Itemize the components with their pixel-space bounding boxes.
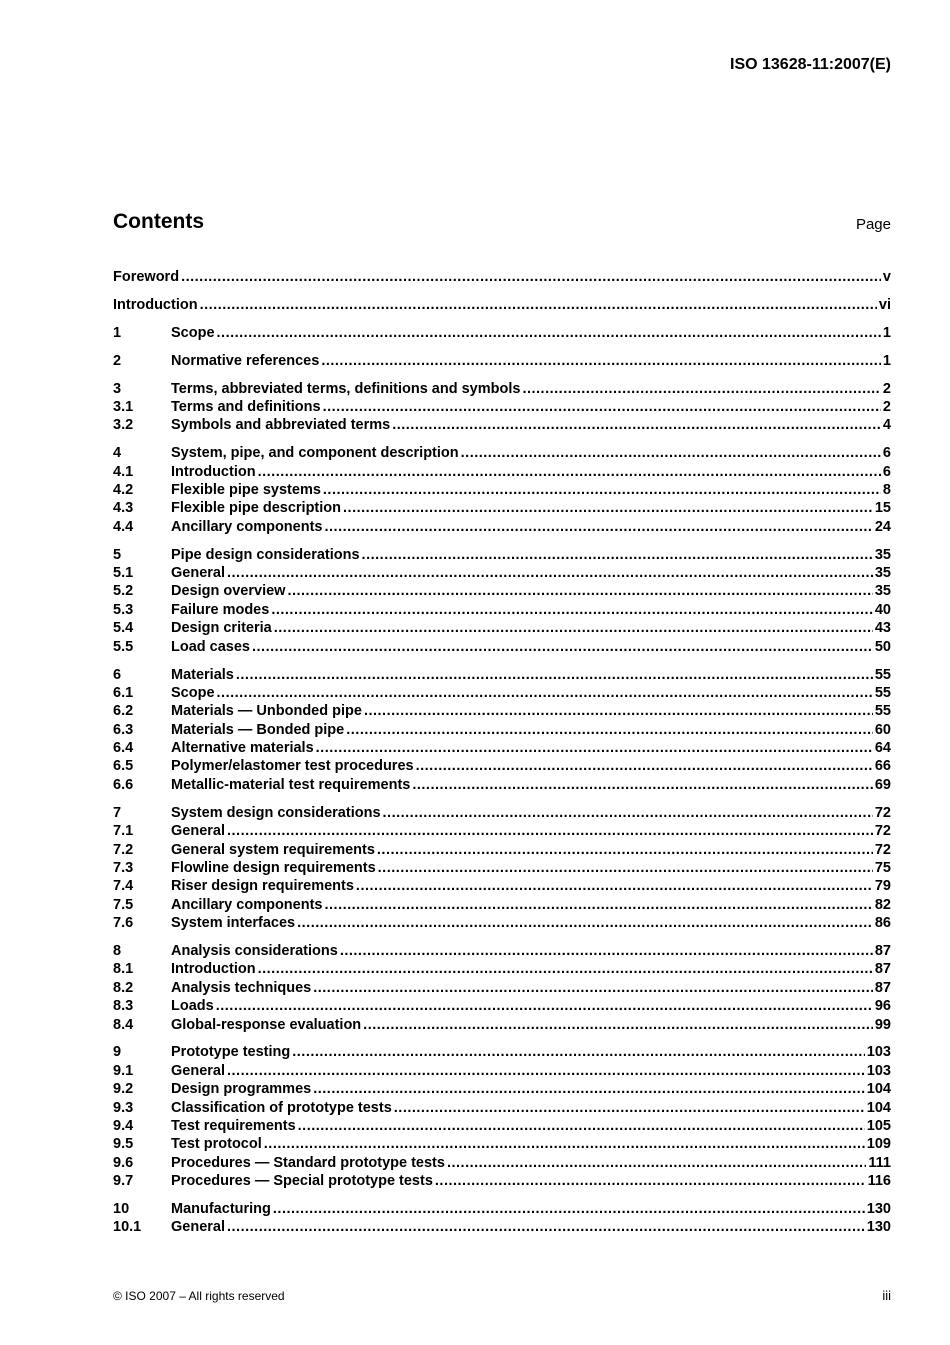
toc-entry-title: Manufacturing — [171, 1201, 271, 1218]
toc-entry-page: 104 — [866, 1099, 891, 1116]
toc-entry-page: 72 — [874, 841, 891, 858]
toc-entry-number: 5.3 — [113, 601, 134, 618]
dot-leader — [323, 482, 881, 498]
toc-entry-page: 111 — [868, 1154, 891, 1171]
toc-entry[interactable] — [113, 722, 891, 740]
dot-leader — [252, 639, 873, 655]
toc-entry-page: 6 — [882, 445, 891, 462]
toc-entry-page: 8 — [882, 482, 891, 499]
toc-entry-page: 6 — [882, 463, 891, 480]
toc-entry[interactable] — [113, 464, 891, 482]
table-of-contents — [113, 269, 891, 1238]
dot-leader — [323, 399, 881, 415]
toc-entry[interactable] — [113, 381, 891, 399]
toc-entry[interactable] — [113, 667, 891, 685]
toc-entry-number: 9.5 — [113, 1136, 134, 1153]
dot-leader — [377, 842, 873, 858]
toc-entry-number: 8 — [113, 943, 122, 959]
toc-entry-title: Analysis techniques — [171, 979, 312, 996]
toc-entry[interactable] — [113, 1118, 891, 1136]
toc-entry-page: 1 — [882, 324, 891, 341]
toc-entry-page: 105 — [866, 1118, 891, 1135]
toc-entry-number: 6.6 — [113, 776, 134, 793]
dot-leader — [264, 1136, 865, 1152]
dot-leader — [227, 1219, 865, 1235]
toc-entry-title: Ancillary components — [171, 518, 323, 535]
dot-leader — [364, 703, 873, 719]
dot-leader — [362, 547, 873, 563]
toc-entry-page: 35 — [874, 546, 891, 563]
toc-entry-page: 40 — [874, 601, 891, 618]
dot-leader — [227, 565, 873, 581]
toc-entry-title: Symbols and abbreviated terms — [171, 417, 391, 434]
toc-entry-title: Load cases — [171, 638, 250, 655]
toc-entry-number: 10.1 — [113, 1219, 142, 1236]
toc-entry-title: Alternative materials — [171, 740, 314, 757]
dot-leader — [236, 667, 873, 683]
toc-entry-title: Introduction — [171, 463, 256, 480]
toc-entry-title: Metallic-material test requirements — [171, 776, 411, 793]
toc-entry[interactable] — [113, 758, 891, 776]
toc-entry-number: 9.1 — [113, 1062, 134, 1079]
toc-entry[interactable] — [113, 1173, 891, 1191]
toc-entry-title: Foreword — [113, 269, 180, 285]
dot-leader — [313, 980, 873, 996]
toc-entry-page: 35 — [874, 583, 891, 600]
toc-entry-page: 72 — [874, 804, 891, 821]
toc-entry[interactable] — [113, 842, 891, 860]
toc-entry-number: 4.4 — [113, 518, 134, 535]
toc-entry[interactable] — [113, 878, 891, 896]
toc-entry-number: 5.1 — [113, 565, 134, 582]
toc-entry-title: System, pipe, and component description — [171, 445, 459, 462]
toc-entry[interactable] — [113, 547, 891, 565]
toc-entry-number: 9.3 — [113, 1099, 134, 1116]
toc-entry-number: 5.4 — [113, 620, 134, 637]
toc-entry[interactable] — [113, 777, 891, 795]
toc-entry[interactable] — [113, 269, 891, 287]
document-id: ISO 13628-11:2007(E) — [730, 56, 891, 73]
toc-entry-page: 55 — [874, 666, 891, 683]
toc-entry-title: System design considerations — [171, 804, 381, 821]
toc-entry-number: 10 — [113, 1201, 130, 1218]
dot-leader — [461, 445, 881, 461]
toc-entry[interactable] — [113, 805, 891, 823]
dot-leader — [181, 269, 881, 285]
toc-entry[interactable] — [113, 897, 891, 915]
toc-entry-title: Normative references — [171, 352, 320, 369]
dot-leader — [316, 740, 873, 756]
toc-entry-page: 4 — [882, 417, 891, 434]
toc-entry-title: System interfaces — [171, 915, 296, 932]
toc-entry-page: 64 — [874, 740, 891, 757]
toc-entry-number: 1 — [113, 324, 122, 341]
toc-entry[interactable] — [113, 583, 891, 601]
toc-entry[interactable] — [113, 740, 891, 758]
toc-entry-number: 3 — [113, 380, 122, 397]
toc-entry-title: Pipe design considerations — [171, 546, 360, 563]
toc-entry-page: 87 — [874, 943, 891, 959]
dot-leader — [298, 1118, 865, 1134]
dot-leader — [274, 620, 873, 636]
dot-leader — [340, 943, 873, 959]
dot-leader — [416, 758, 873, 774]
toc-entry-page: 103 — [866, 1062, 891, 1079]
dot-leader — [227, 823, 873, 839]
toc-entry-number: 8.2 — [113, 979, 134, 996]
toc-entry-page: 55 — [874, 684, 891, 701]
toc-entry-number: 6.4 — [113, 740, 134, 757]
toc-entry-number: 7.5 — [113, 896, 134, 913]
toc-entry-page: 99 — [874, 1016, 891, 1033]
toc-entry-number: 5.5 — [113, 638, 134, 655]
toc-entry-title: Flowline design requirements — [171, 859, 376, 876]
toc-entry-page: 130 — [866, 1201, 891, 1218]
toc-entry-page: 43 — [874, 620, 891, 637]
toc-entry-title: Design overview — [171, 583, 286, 600]
toc-entry-number: 4.2 — [113, 482, 134, 499]
dot-leader — [363, 1017, 873, 1033]
toc-entry-number: 5.2 — [113, 583, 134, 600]
toc-entry[interactable] — [113, 998, 891, 1016]
toc-entry-page: 35 — [874, 565, 891, 582]
dot-leader — [292, 1044, 865, 1060]
toc-entry-number: 8.3 — [113, 998, 134, 1015]
toc-entry-page: 2 — [882, 398, 891, 415]
toc-entry-title: Materials — Unbonded pipe — [171, 703, 362, 720]
toc-entry-title: Riser design requirements — [171, 878, 354, 895]
dot-leader — [356, 878, 873, 894]
toc-entry-page: 50 — [874, 638, 891, 655]
toc-entry[interactable] — [113, 1017, 891, 1035]
toc-entry[interactable] — [113, 1100, 891, 1118]
toc-entry-title: Classification of prototype tests — [171, 1099, 392, 1116]
toc-entry-page: 103 — [866, 1044, 891, 1061]
dot-leader — [258, 464, 881, 480]
toc-entry-title: Terms, abbreviated terms, definitions and symbols — [171, 380, 521, 397]
toc-entry-page: 116 — [867, 1173, 891, 1190]
toc-entry-page: 79 — [874, 878, 891, 895]
toc-entry-title: Flexible pipe description — [171, 500, 342, 517]
toc-entry-title: Terms and definitions — [171, 398, 321, 415]
toc-entry[interactable] — [113, 1063, 891, 1081]
toc-entry-title: Design programmes — [171, 1081, 312, 1098]
toc-entry[interactable] — [113, 482, 891, 500]
toc-entry[interactable] — [113, 980, 891, 998]
toc-entry-number: 7.1 — [113, 823, 134, 840]
toc-entry-number: 6.1 — [113, 684, 134, 701]
toc-entry-number: 6.2 — [113, 703, 134, 720]
toc-entry-title: General — [171, 823, 225, 840]
toc-entry[interactable] — [113, 1136, 891, 1154]
toc-entry-page: 60 — [874, 721, 891, 738]
toc-entry[interactable] — [113, 1155, 891, 1173]
toc-entry-number: 4.1 — [113, 463, 134, 480]
toc-entry-title: General — [171, 1062, 225, 1079]
toc-entry[interactable] — [113, 519, 891, 537]
toc-entry-number: 9.2 — [113, 1081, 134, 1098]
toc-entry-page: 69 — [874, 776, 891, 793]
toc-entry[interactable] — [113, 500, 891, 518]
dot-leader — [412, 777, 873, 793]
page-number: iii — [882, 1288, 891, 1303]
page-column-label: Page — [855, 216, 891, 233]
toc-entry[interactable] — [113, 860, 891, 878]
dot-leader — [324, 519, 872, 535]
toc-entry-title: Flexible pipe systems — [171, 482, 321, 499]
dot-leader — [522, 381, 880, 397]
toc-entry-number: 7 — [113, 804, 122, 821]
toc-entry-title: Polymer/elastomer test procedures — [171, 758, 414, 775]
toc-entry[interactable] — [113, 325, 891, 343]
toc-entry-title: Ancillary components — [171, 896, 323, 913]
toc-entry[interactable] — [113, 602, 891, 620]
toc-entry[interactable] — [113, 399, 891, 417]
toc-entry-number: 3.2 — [113, 417, 134, 434]
toc-entry-page: vi — [878, 296, 891, 313]
toc-entry[interactable] — [113, 353, 891, 371]
toc-entry-number: 7.2 — [113, 841, 134, 858]
toc-entry-number: 2 — [113, 352, 122, 369]
toc-entry-title: Test requirements — [171, 1118, 296, 1135]
toc-entry[interactable] — [113, 297, 891, 315]
toc-entry[interactable] — [113, 620, 891, 638]
toc-entry-page: 87 — [874, 961, 891, 978]
toc-entry-page: 24 — [874, 518, 891, 535]
toc-entry[interactable] — [113, 1201, 891, 1219]
toc-entry-title: General system requirements — [171, 841, 375, 858]
dot-leader — [200, 297, 877, 313]
dot-leader — [287, 583, 872, 599]
toc-entry[interactable] — [113, 1044, 891, 1062]
dot-leader — [447, 1155, 866, 1171]
toc-entry[interactable] — [113, 1081, 891, 1099]
toc-entry-number: 6.5 — [113, 758, 134, 775]
toc-entry-title: Materials — [171, 666, 234, 683]
dot-leader — [217, 325, 881, 341]
toc-entry-number: 9.4 — [113, 1118, 134, 1135]
toc-entry-title: Failure modes — [171, 601, 270, 618]
toc-entry-page: 72 — [874, 823, 891, 840]
dot-leader — [394, 1100, 865, 1116]
dot-leader — [313, 1081, 865, 1097]
toc-entry-page: 96 — [874, 998, 891, 1015]
toc-entry-title: Test protocol — [171, 1136, 262, 1153]
toc-entry-page: v — [882, 269, 891, 285]
toc-entry[interactable] — [113, 943, 891, 961]
toc-entry-title: Introduction — [171, 961, 256, 978]
toc-entry-page: 109 — [866, 1136, 891, 1153]
toc-entry-title: Scope — [171, 324, 215, 341]
toc-entry-title: Scope — [171, 684, 215, 701]
toc-entry-number: 4.3 — [113, 500, 134, 517]
toc-entry-title: Global-response evaluation — [171, 1016, 362, 1033]
dot-leader — [217, 685, 873, 701]
dot-leader — [343, 500, 873, 516]
toc-entry[interactable] — [113, 1219, 891, 1237]
toc-entry-number: 9.6 — [113, 1154, 134, 1171]
toc-entry-number: 9.7 — [113, 1173, 134, 1190]
toc-entry[interactable] — [113, 915, 891, 933]
dot-leader — [273, 1201, 865, 1217]
dot-leader — [227, 1063, 865, 1079]
toc-entry-title: Procedures — Standard prototype tests — [171, 1154, 445, 1171]
toc-entry-number: 4 — [113, 445, 122, 462]
toc-entry-page: 2 — [882, 380, 891, 397]
toc-entry-page: 15 — [874, 500, 891, 517]
toc-entry-page: 86 — [874, 915, 891, 932]
toc-entry-page: 87 — [874, 979, 891, 996]
toc-entry-number: 7.6 — [113, 915, 134, 932]
toc-entry[interactable] — [113, 703, 891, 721]
toc-entry[interactable] — [113, 445, 891, 463]
toc-entry-number: 6 — [113, 666, 122, 683]
toc-entry-title: Materials — Bonded pipe — [171, 721, 345, 738]
toc-entry[interactable] — [113, 417, 891, 435]
toc-entry-title: General — [171, 565, 225, 582]
toc-entry-page: 55 — [874, 703, 891, 720]
dot-leader — [346, 722, 873, 738]
toc-entry-title: Loads — [171, 998, 214, 1015]
toc-entry-title: Analysis considerations — [171, 943, 338, 959]
toc-entry-page: 1 — [882, 352, 891, 369]
toc-entry[interactable] — [113, 823, 891, 841]
dot-leader — [297, 915, 873, 931]
dot-leader — [324, 897, 872, 913]
toc-entry-number: 3.1 — [113, 398, 134, 415]
toc-entry-title: Prototype testing — [171, 1044, 291, 1061]
dot-leader — [378, 860, 873, 876]
toc-entry-number: 5 — [113, 546, 122, 563]
toc-entry-number: 8.1 — [113, 961, 134, 978]
toc-entry-page: 130 — [866, 1219, 891, 1236]
dot-leader — [271, 602, 873, 618]
toc-entry[interactable] — [113, 685, 891, 703]
toc-entry-page: 104 — [866, 1081, 891, 1098]
dot-leader — [383, 805, 873, 821]
toc-entry[interactable] — [113, 565, 891, 583]
toc-entry-number: 7.4 — [113, 878, 134, 895]
dot-leader — [392, 417, 881, 433]
toc-entry-number: 7.3 — [113, 859, 134, 876]
dot-leader — [321, 353, 881, 369]
toc-entry-number: 6.3 — [113, 721, 134, 738]
dot-leader — [216, 998, 873, 1014]
toc-entry-title: General — [171, 1219, 225, 1236]
toc-entry-page: 75 — [874, 859, 891, 876]
toc-entry[interactable] — [113, 961, 891, 979]
toc-entry-title: Introduction — [113, 296, 198, 313]
toc-entry-page: 82 — [874, 896, 891, 913]
dot-leader — [435, 1173, 866, 1189]
toc-entry-title: Design criteria — [171, 620, 272, 637]
toc-entry[interactable] — [113, 639, 891, 657]
copyright-notice: © ISO 2007 – All rights reserved — [113, 1289, 285, 1303]
toc-entry-title: Procedures — Special prototype tests — [171, 1173, 433, 1190]
toc-entry-number: 8.4 — [113, 1016, 134, 1033]
contents-heading: Contents — [113, 210, 204, 233]
toc-entry-number: 9 — [113, 1044, 122, 1061]
dot-leader — [258, 961, 873, 977]
toc-entry-page: 66 — [874, 758, 891, 775]
